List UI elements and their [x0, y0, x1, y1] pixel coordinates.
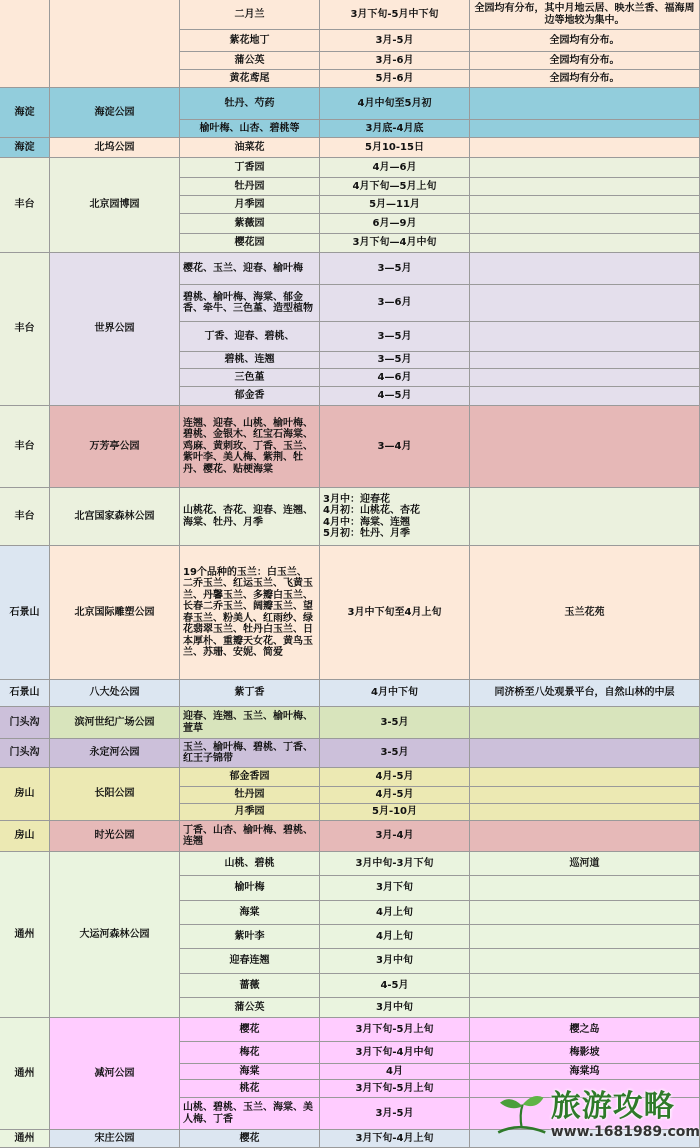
flower-cell: 樱花园 [180, 234, 320, 253]
spot-cell [470, 138, 700, 158]
park-cell: 万芳亭公园 [50, 406, 180, 488]
spot-cell: 玉兰花苑 [470, 546, 700, 680]
flower-cell: 樱花 [180, 1130, 320, 1148]
period-cell: 3月中旬-3月下旬 [320, 852, 470, 876]
sprout-logo-icon [493, 1085, 549, 1145]
flower-cell: 郁金香园 [180, 768, 320, 787]
district-cell: 通州 [0, 1018, 50, 1130]
flower-cell: 黄花鸢尾 [180, 70, 320, 88]
watermark-brand: 旅游攻略 [550, 1088, 675, 1124]
period-cell: 3-5月 [320, 739, 470, 768]
district-cell: 海淀 [0, 138, 50, 158]
flower-cell: 油菜花 [180, 138, 320, 158]
spot-cell [470, 876, 700, 901]
period-cell: 3月中下旬至4月上旬 [320, 546, 470, 680]
spot-cell: 全园均有分布。 [470, 52, 700, 70]
period-cell: 3—5月 [320, 322, 470, 352]
period-cell: 4月上旬 [320, 901, 470, 925]
watermark-url: www.1681989.com [550, 1123, 700, 1140]
flower-cell: 玉兰、榆叶梅、碧桃、丁香、红王子锦带 [180, 739, 320, 768]
period-cell: 3月-6月 [320, 52, 470, 70]
spot-cell: 全园均有分布。 [470, 30, 700, 52]
district-cell: 房山 [0, 821, 50, 852]
period-cell: 3月中旬 [320, 998, 470, 1018]
spot-cell [470, 804, 700, 821]
period-cell: 4月-5月 [320, 787, 470, 804]
spot-cell: 同济桥至八处观景平台，自然山林的中层 [470, 680, 700, 707]
flower-cell: 紫薇园 [180, 214, 320, 234]
flower-cell: 樱花、玉兰、迎春、榆叶梅 [180, 253, 320, 285]
period-cell: 5月-10月 [320, 804, 470, 821]
spot-cell [470, 196, 700, 214]
spot-cell [470, 387, 700, 406]
flower-cell: 梅花 [180, 1042, 320, 1064]
park-cell: 永定河公园 [50, 739, 180, 768]
spot-cell: 全园均有分布。 [470, 70, 700, 88]
park-cell: 海淀公园 [50, 88, 180, 138]
district-cell [0, 0, 50, 88]
spot-cell [470, 406, 700, 488]
period-cell: 3月中旬 [320, 949, 470, 974]
park-cell: 时光公园 [50, 821, 180, 852]
period-cell: 3月下旬-4月中旬 [320, 1042, 470, 1064]
district-cell: 丰台 [0, 253, 50, 406]
flower-cell: 迎春连翘 [180, 949, 320, 974]
period-cell: 3-5月 [320, 707, 470, 739]
flower-cell: 迎春、连翘、玉兰、榆叶梅、萱草 [180, 707, 320, 739]
district-cell: 通州 [0, 1130, 50, 1148]
flower-cell: 牡丹、芍药 [180, 88, 320, 120]
flower-cell: 牡丹园 [180, 178, 320, 196]
spot-cell: 海棠坞 [470, 1064, 700, 1080]
period-cell: 4月上旬 [320, 925, 470, 949]
flower-cell: 紫花地丁 [180, 30, 320, 52]
park-cell: 减河公园 [50, 1018, 180, 1130]
spot-cell [470, 322, 700, 352]
period-cell: 6月—9月 [320, 214, 470, 234]
flower-cell: 丁香、迎春、碧桃、 [180, 322, 320, 352]
spot-cell [470, 787, 700, 804]
spot-cell [470, 949, 700, 974]
park-cell: 北坞公园 [50, 138, 180, 158]
spot-cell: 樱之岛 [470, 1018, 700, 1042]
flower-cell: 二月兰 [180, 0, 320, 30]
flower-cell: 碧桃、连翘 [180, 352, 320, 369]
flower-cell: 海棠 [180, 1064, 320, 1080]
flower-cell: 19个品种的玉兰：白玉兰、二乔玉兰、红运玉兰、飞黄玉兰、丹馨玉兰、多瓣白玉兰、长春二乔玉兰、阔瓣玉兰、望春玉兰、粉美人、红雨纱、绿花翡翠玉兰、牡丹白玉兰、日本厚朴、重瓣天女花、黄鸟玉兰、苏珊、安妮、简爱 [180, 546, 320, 680]
flower-cell: 紫叶李 [180, 925, 320, 949]
period-cell: 3月下旬—4月中旬 [320, 234, 470, 253]
park-cell: 滨河世纪广场公园 [50, 707, 180, 739]
flower-cell: 连翘、迎春、山桃、榆叶梅、碧桃、金银木、红宝石海棠、鸡麻、黄刺玫、丁香、玉兰、紫叶李、美人梅、紫荆、牡丹、樱花、贴梗海棠 [180, 406, 320, 488]
period-cell: 4月中下旬 [320, 680, 470, 707]
district-cell: 丰台 [0, 488, 50, 546]
period-cell: 4月下旬—5月上旬 [320, 178, 470, 196]
spot-cell [470, 178, 700, 196]
flower-cell: 月季园 [180, 196, 320, 214]
period-cell: 5月10-15日 [320, 138, 470, 158]
period-cell: 3月-5月 [320, 30, 470, 52]
district-cell: 通州 [0, 852, 50, 1018]
flower-cell: 蒲公英 [180, 52, 320, 70]
spot-cell: 梅影坡 [470, 1042, 700, 1064]
district-cell: 门头沟 [0, 707, 50, 739]
flower-cell: 丁香、山杏、榆叶梅、碧桃、连翘 [180, 821, 320, 852]
period-cell: 4-5月 [320, 974, 470, 998]
flower-cell: 海棠 [180, 901, 320, 925]
period-cell: 3—5月 [320, 352, 470, 369]
spot-cell [470, 253, 700, 285]
spot-cell [470, 925, 700, 949]
period-cell: 4—6月 [320, 369, 470, 387]
flower-cell: 碧桃、榆叶梅、海棠、郁金香、牵牛、三色堇、造型植物 [180, 285, 320, 322]
park-cell: 宋庄公园 [50, 1130, 180, 1148]
flower-cell: 榆叶梅、山杏、碧桃等 [180, 120, 320, 138]
period-cell: 4月—6月 [320, 158, 470, 178]
period-cell: 4月 [320, 1064, 470, 1080]
flower-cell: 樱花 [180, 1018, 320, 1042]
district-cell: 房山 [0, 768, 50, 821]
spot-cell [470, 739, 700, 768]
spot-cell [470, 974, 700, 998]
flower-cell: 山桃、碧桃 [180, 852, 320, 876]
period-cell: 3月-5月 [320, 1098, 470, 1130]
park-cell: 北京国际雕塑公园 [50, 546, 180, 680]
period-cell: 3—4月 [320, 406, 470, 488]
spot-cell: 全园均有分布，其中月地云居、映水兰香、福海周边等地较为集中。 [470, 0, 700, 30]
spot-cell [470, 707, 700, 739]
spot-cell [470, 158, 700, 178]
flower-cell: 郁金香 [180, 387, 320, 406]
park-cell: 八大处公园 [50, 680, 180, 707]
flower-cell: 月季园 [180, 804, 320, 821]
spot-cell [470, 120, 700, 138]
flower-cell: 山桃、碧桃、玉兰、海棠、美人梅、丁香 [180, 1098, 320, 1130]
period-cell: 3月-4月 [320, 821, 470, 852]
period-cell: 3月中：迎春花 4月初：山桃花、杏花 4月中：海棠、连翘 5月初：牡丹、月季 [320, 488, 470, 546]
flower-cell: 丁香园 [180, 158, 320, 178]
flower-cell: 牡丹园 [180, 787, 320, 804]
flower-cell: 蔷薇 [180, 974, 320, 998]
park-cell: 世界公园 [50, 253, 180, 406]
park-cell: 长阳公园 [50, 768, 180, 821]
period-cell: 3—6月 [320, 285, 470, 322]
park-cell: 北宫国家森林公园 [50, 488, 180, 546]
spot-cell [470, 488, 700, 546]
flower-cell: 蒲公英 [180, 998, 320, 1018]
period-cell: 5月-6月 [320, 70, 470, 88]
district-cell: 石景山 [0, 546, 50, 680]
flower-cell: 三色堇 [180, 369, 320, 387]
spot-cell [470, 88, 700, 120]
spot-cell [470, 821, 700, 852]
flower-cell: 桃花 [180, 1080, 320, 1098]
spot-cell [470, 285, 700, 322]
period-cell: 5月—11月 [320, 196, 470, 214]
period-cell: 3月下旬 [320, 876, 470, 901]
flower-cell: 榆叶梅 [180, 876, 320, 901]
period-cell: 4—5月 [320, 387, 470, 406]
watermark [493, 1081, 700, 1148]
flower-cell: 紫丁香 [180, 680, 320, 707]
spot-cell [470, 234, 700, 253]
district-cell: 石景山 [0, 680, 50, 707]
period-cell: 3月下旬-5月上旬 [320, 1080, 470, 1098]
period-cell: 3月下旬-5月中下旬 [320, 0, 470, 30]
flower-cell: 山桃花、杏花、迎春、连翘、海棠、牡丹、月季 [180, 488, 320, 546]
period-cell: 3—5月 [320, 253, 470, 285]
spot-cell [470, 352, 700, 369]
park-cell: 北京园博园 [50, 158, 180, 253]
district-cell: 门头沟 [0, 739, 50, 768]
period-cell: 3月下旬-4月上旬 [320, 1130, 470, 1148]
spot-cell [470, 901, 700, 925]
spot-cell [470, 369, 700, 387]
period-cell: 4月中旬至5月初 [320, 88, 470, 120]
park-cell: 大运河森林公园 [50, 852, 180, 1018]
period-cell: 3月底-4月底 [320, 120, 470, 138]
park-cell [50, 0, 180, 88]
spot-cell [470, 214, 700, 234]
district-cell: 海淀 [0, 88, 50, 138]
district-cell: 丰台 [0, 158, 50, 253]
district-cell: 丰台 [0, 406, 50, 488]
period-cell: 4月-5月 [320, 768, 470, 787]
spot-cell [470, 998, 700, 1018]
spot-cell: 巡河道 [470, 852, 700, 876]
spot-cell [470, 768, 700, 787]
period-cell: 3月下旬-5月上旬 [320, 1018, 470, 1042]
